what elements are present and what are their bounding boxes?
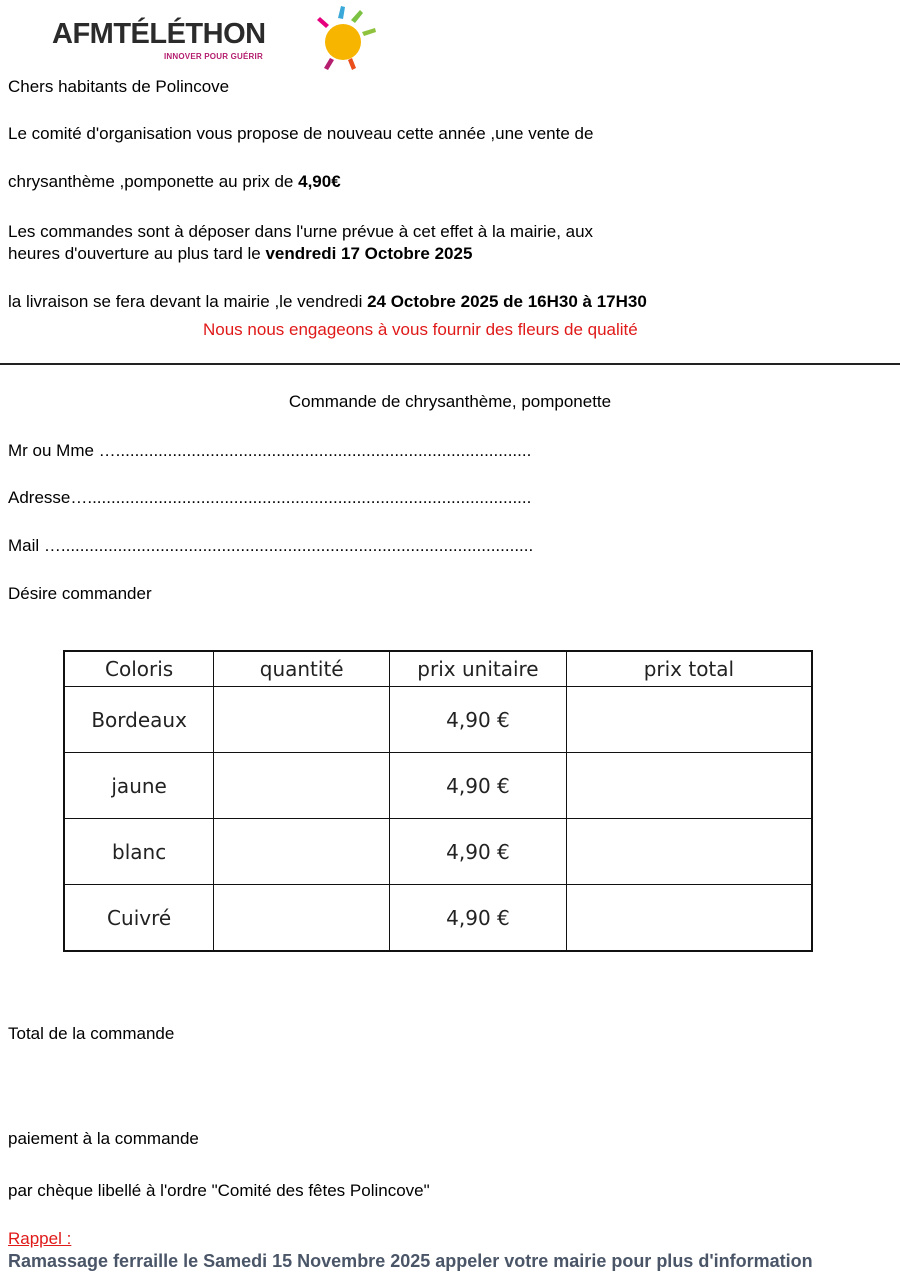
logo-tagline: INNOVER POUR GUÉRIR [164,52,263,61]
rappel-label: Rappel : [8,1229,72,1248]
orders-line-2 [8,243,472,264]
table-row [64,753,812,819]
orders-line-1: Les commandes sont à déposer dans l'urne prévue à cet effet à la mairie, aux [8,222,594,241]
quantity-cell[interactable] [214,753,390,819]
color-cell: jaune [64,753,214,819]
orders-text: heures d'ouverture au plus tard le [8,244,266,263]
logo-brand: AFMTÉLÉTHON [52,18,266,50]
header-color: Coloris [64,651,214,687]
name-field[interactable]: Mr ou Mme …........................................................................................ [8,441,532,460]
afm-telethon-logo [52,4,382,70]
reminder-text: Ramassage ferraille le Samedi 15 Novembre 2025 appeler votre mairie pour plus d'information [8,1251,813,1271]
header-unit-price: prix unitaire [390,651,567,687]
greeting: Chers habitants de Polincove [8,77,230,96]
address-field[interactable]: Adresse….............................................................................................. [8,488,532,507]
deadline-date: vendredi 17 Octobre 2025 [265,244,473,263]
cheque-line: par chèque libellé à l'ordre "Comité des fêtes Polincove" [8,1181,430,1200]
sun-logo-icon [310,4,382,72]
color-cell: Cuivré [64,885,214,952]
color-cell: blanc [64,819,214,885]
table-row [64,885,812,952]
divider [0,363,900,365]
table-row [64,687,812,753]
order-form-title: Commande de chrysanthème, pomponette [288,392,612,411]
order-table [63,650,813,952]
delivery-date: 24 Octobre 2025 de 16H30 à 17H30 [367,292,647,311]
price-value: 4,90€ [298,172,341,191]
table-header-row [64,651,812,687]
delivery-text: la livraison se fera devant la mairie ,le vendredi [8,292,368,311]
unit-price-cell: 4,90 € [390,753,567,819]
intro-text: chrysanthème ,pomponette au prix de [8,172,299,191]
delivery-line [8,291,647,312]
total-cell[interactable] [566,819,812,885]
payment-line: paiement à la commande [8,1129,199,1148]
quantity-cell[interactable] [214,885,390,952]
table-row [64,819,812,885]
unit-price-cell: 4,90 € [390,819,567,885]
quantity-cell[interactable] [214,687,390,753]
header-total-price: prix total [566,651,812,687]
total-label: Total de la commande [8,1024,175,1043]
unit-price-cell: 4,90 € [390,687,567,753]
unit-price-cell: 4,90 € [390,885,567,952]
mail-field[interactable]: Mail ….................................................................................................... [8,536,534,555]
desire-label: Désire commander [8,584,152,603]
quality-note: Nous nous engageons à vous fournir des fleurs de qualité [203,320,638,339]
total-cell[interactable] [566,753,812,819]
total-cell[interactable] [566,687,812,753]
intro-line-2 [8,171,341,192]
header-quantity: quantité [214,651,390,687]
total-cell[interactable] [566,885,812,952]
quantity-cell[interactable] [214,819,390,885]
intro-line-1: Le comité d'organisation vous propose de nouveau cette année ,une vente de [8,124,594,143]
color-cell: Bordeaux [64,687,214,753]
